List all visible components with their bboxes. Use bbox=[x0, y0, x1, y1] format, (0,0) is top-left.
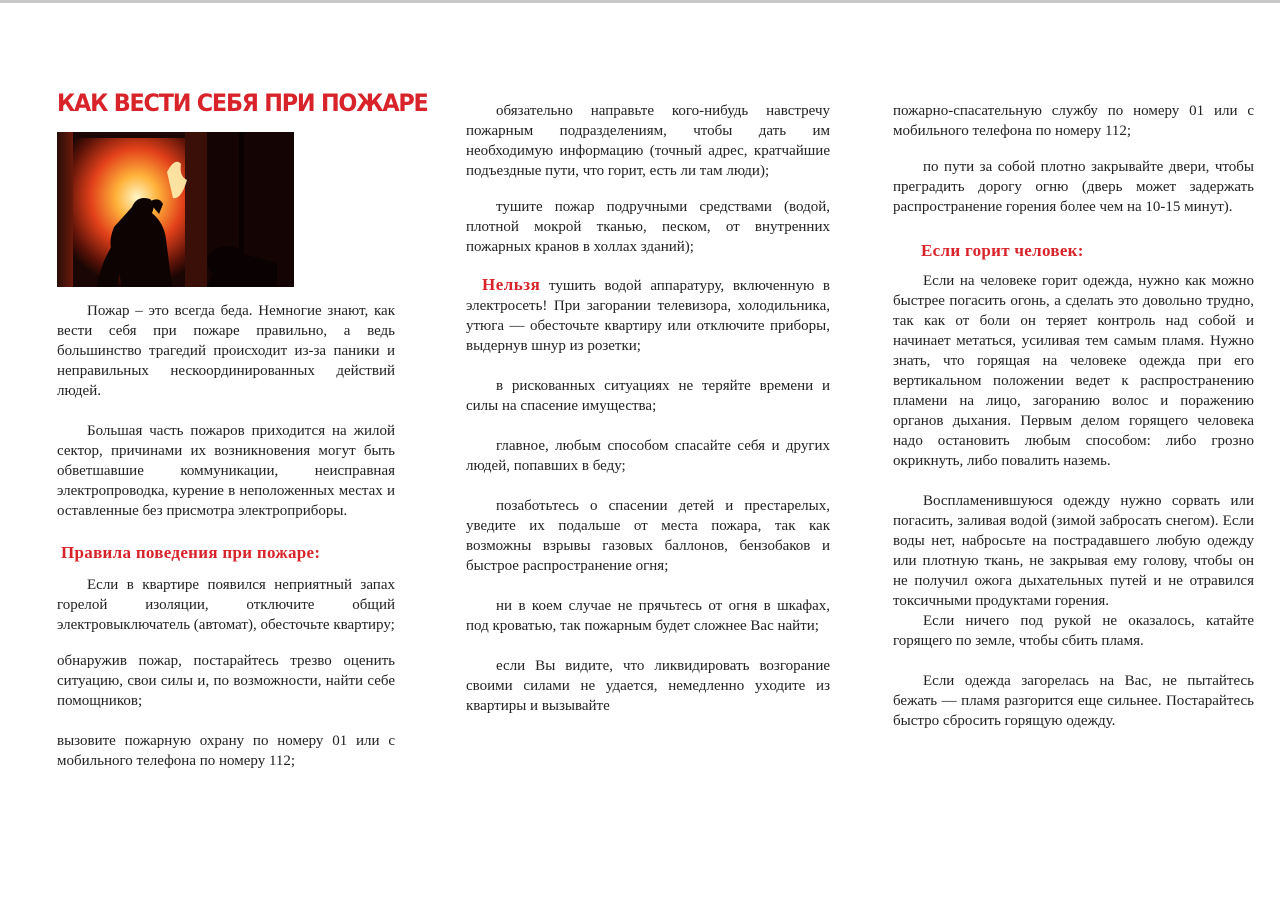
rule-paragraph: Если в квартире появился неприятный запах горелой изоляции, отключите общий электровыключатель (автомат), обесточьте квартиру; bbox=[57, 577, 395, 633]
rule-paragraph: главное, любым способом спасайте себя и других людей, попавших в беду; bbox=[466, 438, 830, 474]
rule-paragraph: по пути за собой плотно закрывайте двери, чтобы преградить дорогу огню (дверь может задержать распространение горения более чем на 10-15 минут). bbox=[893, 159, 1254, 215]
firefighter-photo bbox=[57, 132, 294, 287]
rule-paragraph: пожарно-спасательную службу по номеру 01 или с мобильного телефона по номеру 112; bbox=[893, 103, 1254, 139]
rule-paragraph: если Вы видите, что ликвидировать возгорание своими силами не удается, немедленно уходите из квартиры и вызывайте bbox=[466, 658, 830, 714]
prohibition-text: тушить водой аппаратуру, включенную в электросеть! При загорании телевизора, холодильника, утюга — обесточьте квартиру или отключите приборы, выдернув шнур из розетки; bbox=[466, 278, 830, 354]
rule-paragraph: обязательно направьте кого-нибудь навстречу пожарным подразделениям, чтобы дать им необходимую информацию (точный адрес, кратчайшие подъездные пути, что горит, есть ли там люди); bbox=[466, 103, 830, 179]
burning-person-paragraph: Если ничего под рукой не оказалось, катайте горящего по земле, чтобы сбить пламя. bbox=[893, 613, 1254, 649]
rule-paragraph: ни в коем случае не прячьтесь от огня в шкафах, под кроватью, так пожарным будет сложнее Вас найти; bbox=[466, 598, 830, 634]
burning-person-heading: Если горит человек: bbox=[921, 241, 1084, 260]
prohibition-word: Нельзя bbox=[482, 275, 541, 294]
rule-paragraph: позаботьтесь о спасении детей и престарелых, уведите их подальше от места пожара, так как возможны взрывы газовых баллонов, бензобаков и быстрое распространение огня; bbox=[466, 498, 830, 574]
scan-top-edge bbox=[0, 0, 1280, 3]
burning-person-paragraph: Если на человеке горит одежда, нужно как можно быстрее погасить огонь, а сделать это довольно трудно, так как от боли он теряет контроль над собой и начинает метаться, усиливая тем самым пламя. Нужно знать, что горящая на человеке одежда при его вертикальном положении ведет к распространению пламени на лицо, загоранию волос и поражению органов дыхания. Первым делом горящего человека надо остановить любым способом: либо грозно окрикнуть, либо повалить наземь. bbox=[893, 273, 1254, 469]
burning-person-paragraph: Воспламенившуюся одежду нужно сорвать или погасить, заливая водой (зимой забросать снегом). Если воды нет, набросьте на пострадавшего любую одежду или плотную ткань, не закрывая ему голову, чтобы он не получил ожога дыхательных путей и не отравился токсичными продуктами горения. bbox=[893, 493, 1254, 609]
rule-paragraph: вызовите пожарную охрану по номеру 01 или с мобильного телефона по номеру 112; bbox=[57, 733, 395, 769]
rule-paragraph: тушите пожар подручными средствами (водой, плотной мокрой тканью, песком, от внутренних пожарных кранов в холлах зданий); bbox=[466, 199, 830, 255]
burning-person-paragraph: Если одежда загорелась на Вас, не пытайтесь бежать — пламя разгорится еще сильнее. Постарайтесь быстро сбросить горящую одежду. bbox=[893, 673, 1254, 729]
page-title: КАК ВЕСТИ СЕБЯ ПРИ ПОЖАРЕ bbox=[57, 89, 428, 117]
prohibition-paragraph bbox=[466, 275, 830, 356]
causes-paragraph: Большая часть пожаров приходится на жилой сектор, причинами их возникновения могут быть обветшавшие коммуникации, неисправная электропроводка, курение в неположенных местах и оставленные без присмотра электроприборы. bbox=[57, 423, 395, 519]
column-1 bbox=[57, 86, 428, 771]
column-2 bbox=[466, 101, 830, 716]
intro-paragraph: Пожар – это всегда беда. Немногие знают, как вести себя при пожаре правильно, а ведь большинство трагедий происходит из-за паники и неправильных нескоординированных действий людей. bbox=[57, 303, 395, 399]
rule-paragraph: обнаружив пожар, постарайтесь трезво оценить ситуацию, свои силы и, по возможности, найти себе помощников; bbox=[57, 653, 395, 709]
rules-heading: Правила поведения при пожаре: bbox=[61, 543, 321, 562]
column-3 bbox=[893, 101, 1254, 731]
rule-paragraph: в рискованных ситуациях не теряйте времени и силы на спасение имущества; bbox=[466, 378, 830, 414]
